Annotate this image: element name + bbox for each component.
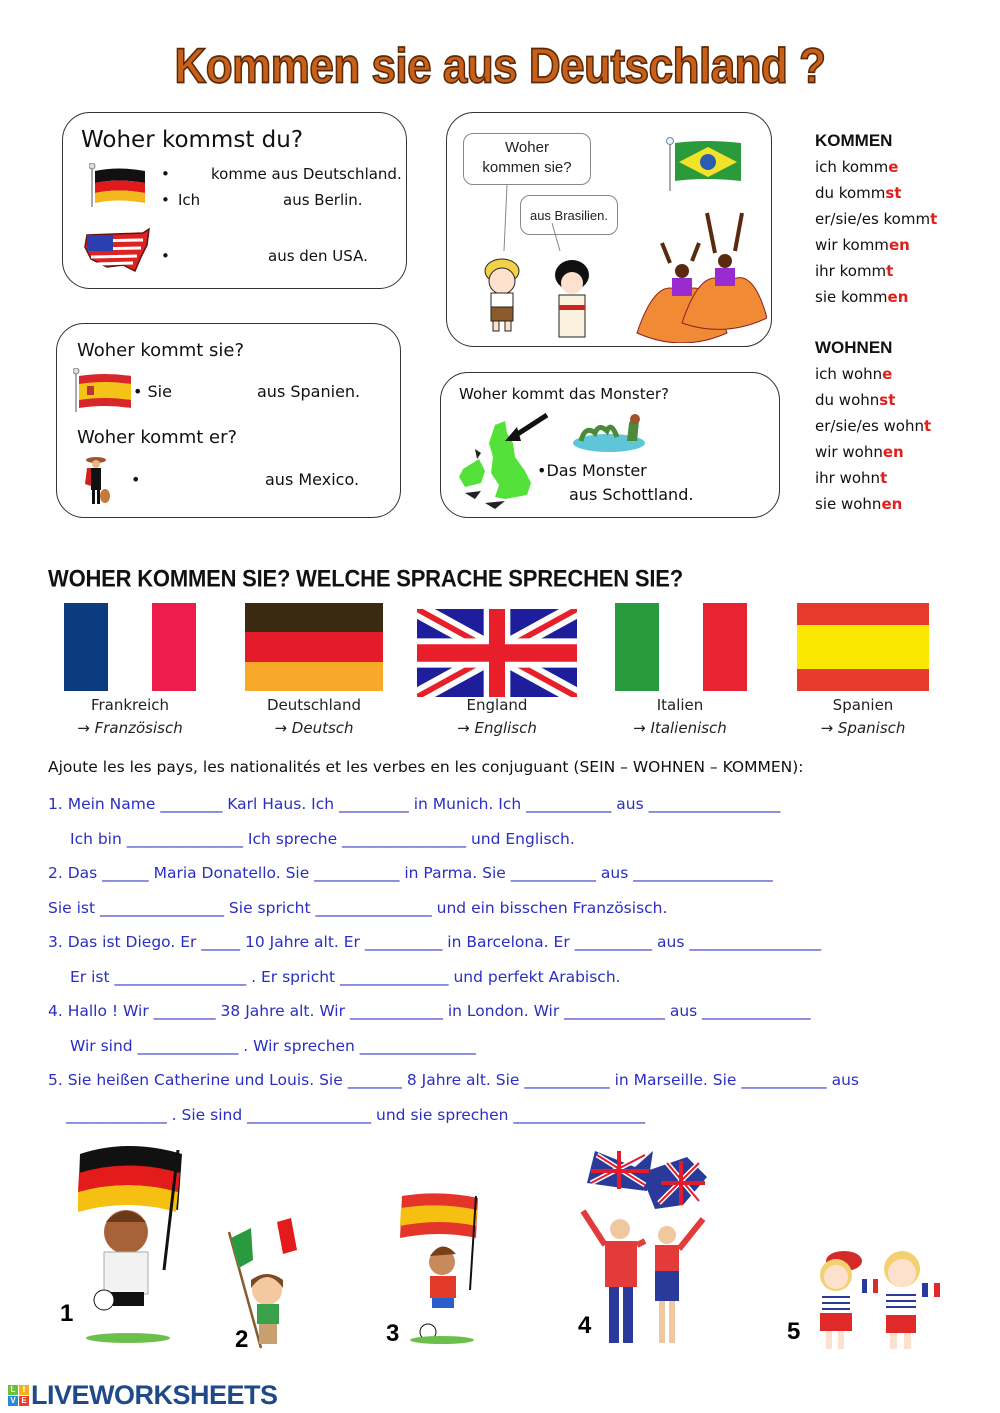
speech-bubble-answer: aus Brasilien. bbox=[520, 195, 618, 235]
picture-number: 2 bbox=[235, 1326, 249, 1353]
conjugation-heading: WOHNEN bbox=[815, 338, 893, 357]
usa-map-icon bbox=[83, 227, 153, 277]
box-monster bbox=[440, 372, 780, 518]
liveworksheets-logo[interactable] bbox=[8, 1380, 278, 1411]
sentence-text: aus Mexico. bbox=[265, 470, 360, 489]
german-player-illustration bbox=[78, 1140, 188, 1345]
sentence-text: aus den USA. bbox=[268, 247, 368, 265]
box-woher-kommt-sie-er bbox=[56, 323, 401, 518]
logo-icon: L I V E bbox=[8, 1385, 29, 1406]
picture-number: 5 bbox=[787, 1318, 801, 1345]
speech-bubble-question: Woher kommen sie? bbox=[463, 133, 591, 185]
loch-ness-monster-icon bbox=[571, 413, 647, 453]
dancers-icon bbox=[637, 213, 767, 343]
exercise-line[interactable]: 3. Das ist Diego. Er _____ 10 Jahre alt. Er __________ in Barcelona. Er __________ aus _________________ bbox=[48, 933, 822, 951]
germany-flag-icon bbox=[245, 603, 383, 691]
conjugation-row: du kommst bbox=[815, 184, 902, 202]
french-children-illustration bbox=[810, 1245, 950, 1355]
conjugation-row: er/sie/es wohnt bbox=[815, 417, 932, 435]
conjugation-row: ihr kommt bbox=[815, 262, 894, 280]
conjugation-row: wir wohnen bbox=[815, 443, 904, 461]
conjugation-wohnen bbox=[815, 335, 931, 517]
scene-illustration bbox=[467, 183, 767, 343]
spanish-player-illustration bbox=[400, 1190, 480, 1345]
conjugation-row: sie wohnen bbox=[815, 495, 903, 513]
section-heading: WOHER KOMMEN SIE? WELCHE SPRACHE SPRECHEN SIE? bbox=[48, 564, 683, 592]
question-heading: Woher kommt sie? bbox=[77, 340, 245, 361]
girl-icon bbox=[555, 260, 589, 337]
exercise-line[interactable]: Ich bin _______________ Ich spreche ________________ und Englisch. bbox=[70, 830, 575, 848]
exercise-line[interactable]: 4. Hallo ! Wir ________ 38 Jahre alt. Wir ____________ in London. Wir _____________ aus ______________ bbox=[48, 1002, 811, 1020]
worksheet-title: Kommen sie aus Deutschland ? bbox=[174, 39, 826, 94]
conjugation-heading: KOMMEN bbox=[815, 131, 893, 150]
italy-flag-icon bbox=[615, 603, 747, 691]
boy-icon bbox=[485, 259, 519, 331]
conjugation-row: wir kommen bbox=[815, 236, 910, 254]
spain-flag-icon bbox=[73, 368, 135, 412]
sentence-text: komme aus Deutschland. bbox=[211, 165, 402, 183]
question-heading: Woher kommst du? bbox=[81, 127, 304, 153]
flag-caption-england: England → Englisch bbox=[457, 696, 537, 737]
picture-number: 1 bbox=[60, 1300, 74, 1327]
exercise-line[interactable]: 1. Mein Name ________ Karl Haus. Ich _________ in Munich. Ich ___________ aus _________________ bbox=[48, 795, 781, 813]
germany-flag-icon bbox=[89, 163, 149, 207]
instruction-text: Ajoute les les pays, les nationalités et les verbes en les conjuguant (SEIN – WOHNEN – KOMMEN): bbox=[48, 758, 804, 776]
picture-number: 4 bbox=[578, 1312, 592, 1339]
conjugation-row: er/sie/es kommt bbox=[815, 210, 938, 228]
english-couple-illustration bbox=[575, 1145, 715, 1350]
exercise-line[interactable]: Sie ist ________________ Sie spricht _______________ und ein bisschen Französisch. bbox=[48, 899, 668, 917]
exercise-line[interactable]: Wir sind _____________ . Wir sprechen _______________ bbox=[70, 1037, 477, 1055]
exercise-line[interactable]: Er ist _________________ . Er spricht ______________ und perfekt Arabisch. bbox=[70, 968, 621, 986]
exercise-line[interactable]: 2. Das ______ Maria Donatello. Sie ___________ in Parma. Sie ___________ aus __________________ bbox=[48, 864, 773, 882]
question-heading: Woher kommt er? bbox=[77, 427, 238, 448]
question-heading: Woher kommt das Monster? bbox=[459, 385, 669, 403]
conjugation-kommen bbox=[815, 128, 937, 310]
exercise-line[interactable]: _____________ . Sie sind ________________ und sie sprechen _________________ bbox=[66, 1106, 646, 1124]
conjugation-row: ihr wohnt bbox=[815, 469, 888, 487]
conjugation-row: du wohnst bbox=[815, 391, 896, 409]
box-brasilien-scene bbox=[446, 112, 772, 347]
sentence-text: aus Spanien. bbox=[257, 382, 361, 401]
spain-flag-icon bbox=[797, 603, 929, 691]
flag-caption-italien: Italien → Italienisch bbox=[633, 696, 727, 737]
bullet: • bbox=[161, 165, 170, 183]
picture-number: 3 bbox=[386, 1320, 400, 1347]
sentence-text: •Das Monster bbox=[537, 461, 647, 480]
uk-flag-icon bbox=[417, 609, 577, 697]
bullet: • bbox=[161, 191, 170, 209]
bullet: • bbox=[131, 470, 141, 489]
sentence-prefix: Ich bbox=[178, 191, 201, 209]
mariachi-icon bbox=[83, 454, 113, 506]
france-flag-icon bbox=[64, 603, 196, 691]
brazil-flag-icon bbox=[665, 137, 745, 193]
flag-caption-spanien: Spanien → Spanisch bbox=[820, 696, 906, 737]
exercise-line[interactable]: 5. Sie heißen Catherine und Louis. Sie _______ 8 Jahre alt. Sie ___________ in Marseille. Sie ___________ aus bbox=[48, 1071, 859, 1089]
conjugation-row: sie kommen bbox=[815, 288, 909, 306]
flag-caption-frankreich: Frankreich → Französisch bbox=[77, 696, 183, 737]
bullet: • bbox=[161, 247, 170, 265]
sentence-text: aus Schottland. bbox=[569, 485, 694, 504]
conjugation-row: ich wohne bbox=[815, 365, 893, 383]
sentence-text: aus Berlin. bbox=[283, 191, 363, 209]
sentence-prefix: • Sie bbox=[133, 382, 172, 401]
logo-text: LIVEWORKSHEETS bbox=[31, 1380, 278, 1410]
conjugation-row: ich komme bbox=[815, 158, 899, 176]
box-woher-kommst-du bbox=[62, 112, 407, 289]
flag-caption-deutschland: Deutschland → Deutsch bbox=[266, 696, 362, 737]
